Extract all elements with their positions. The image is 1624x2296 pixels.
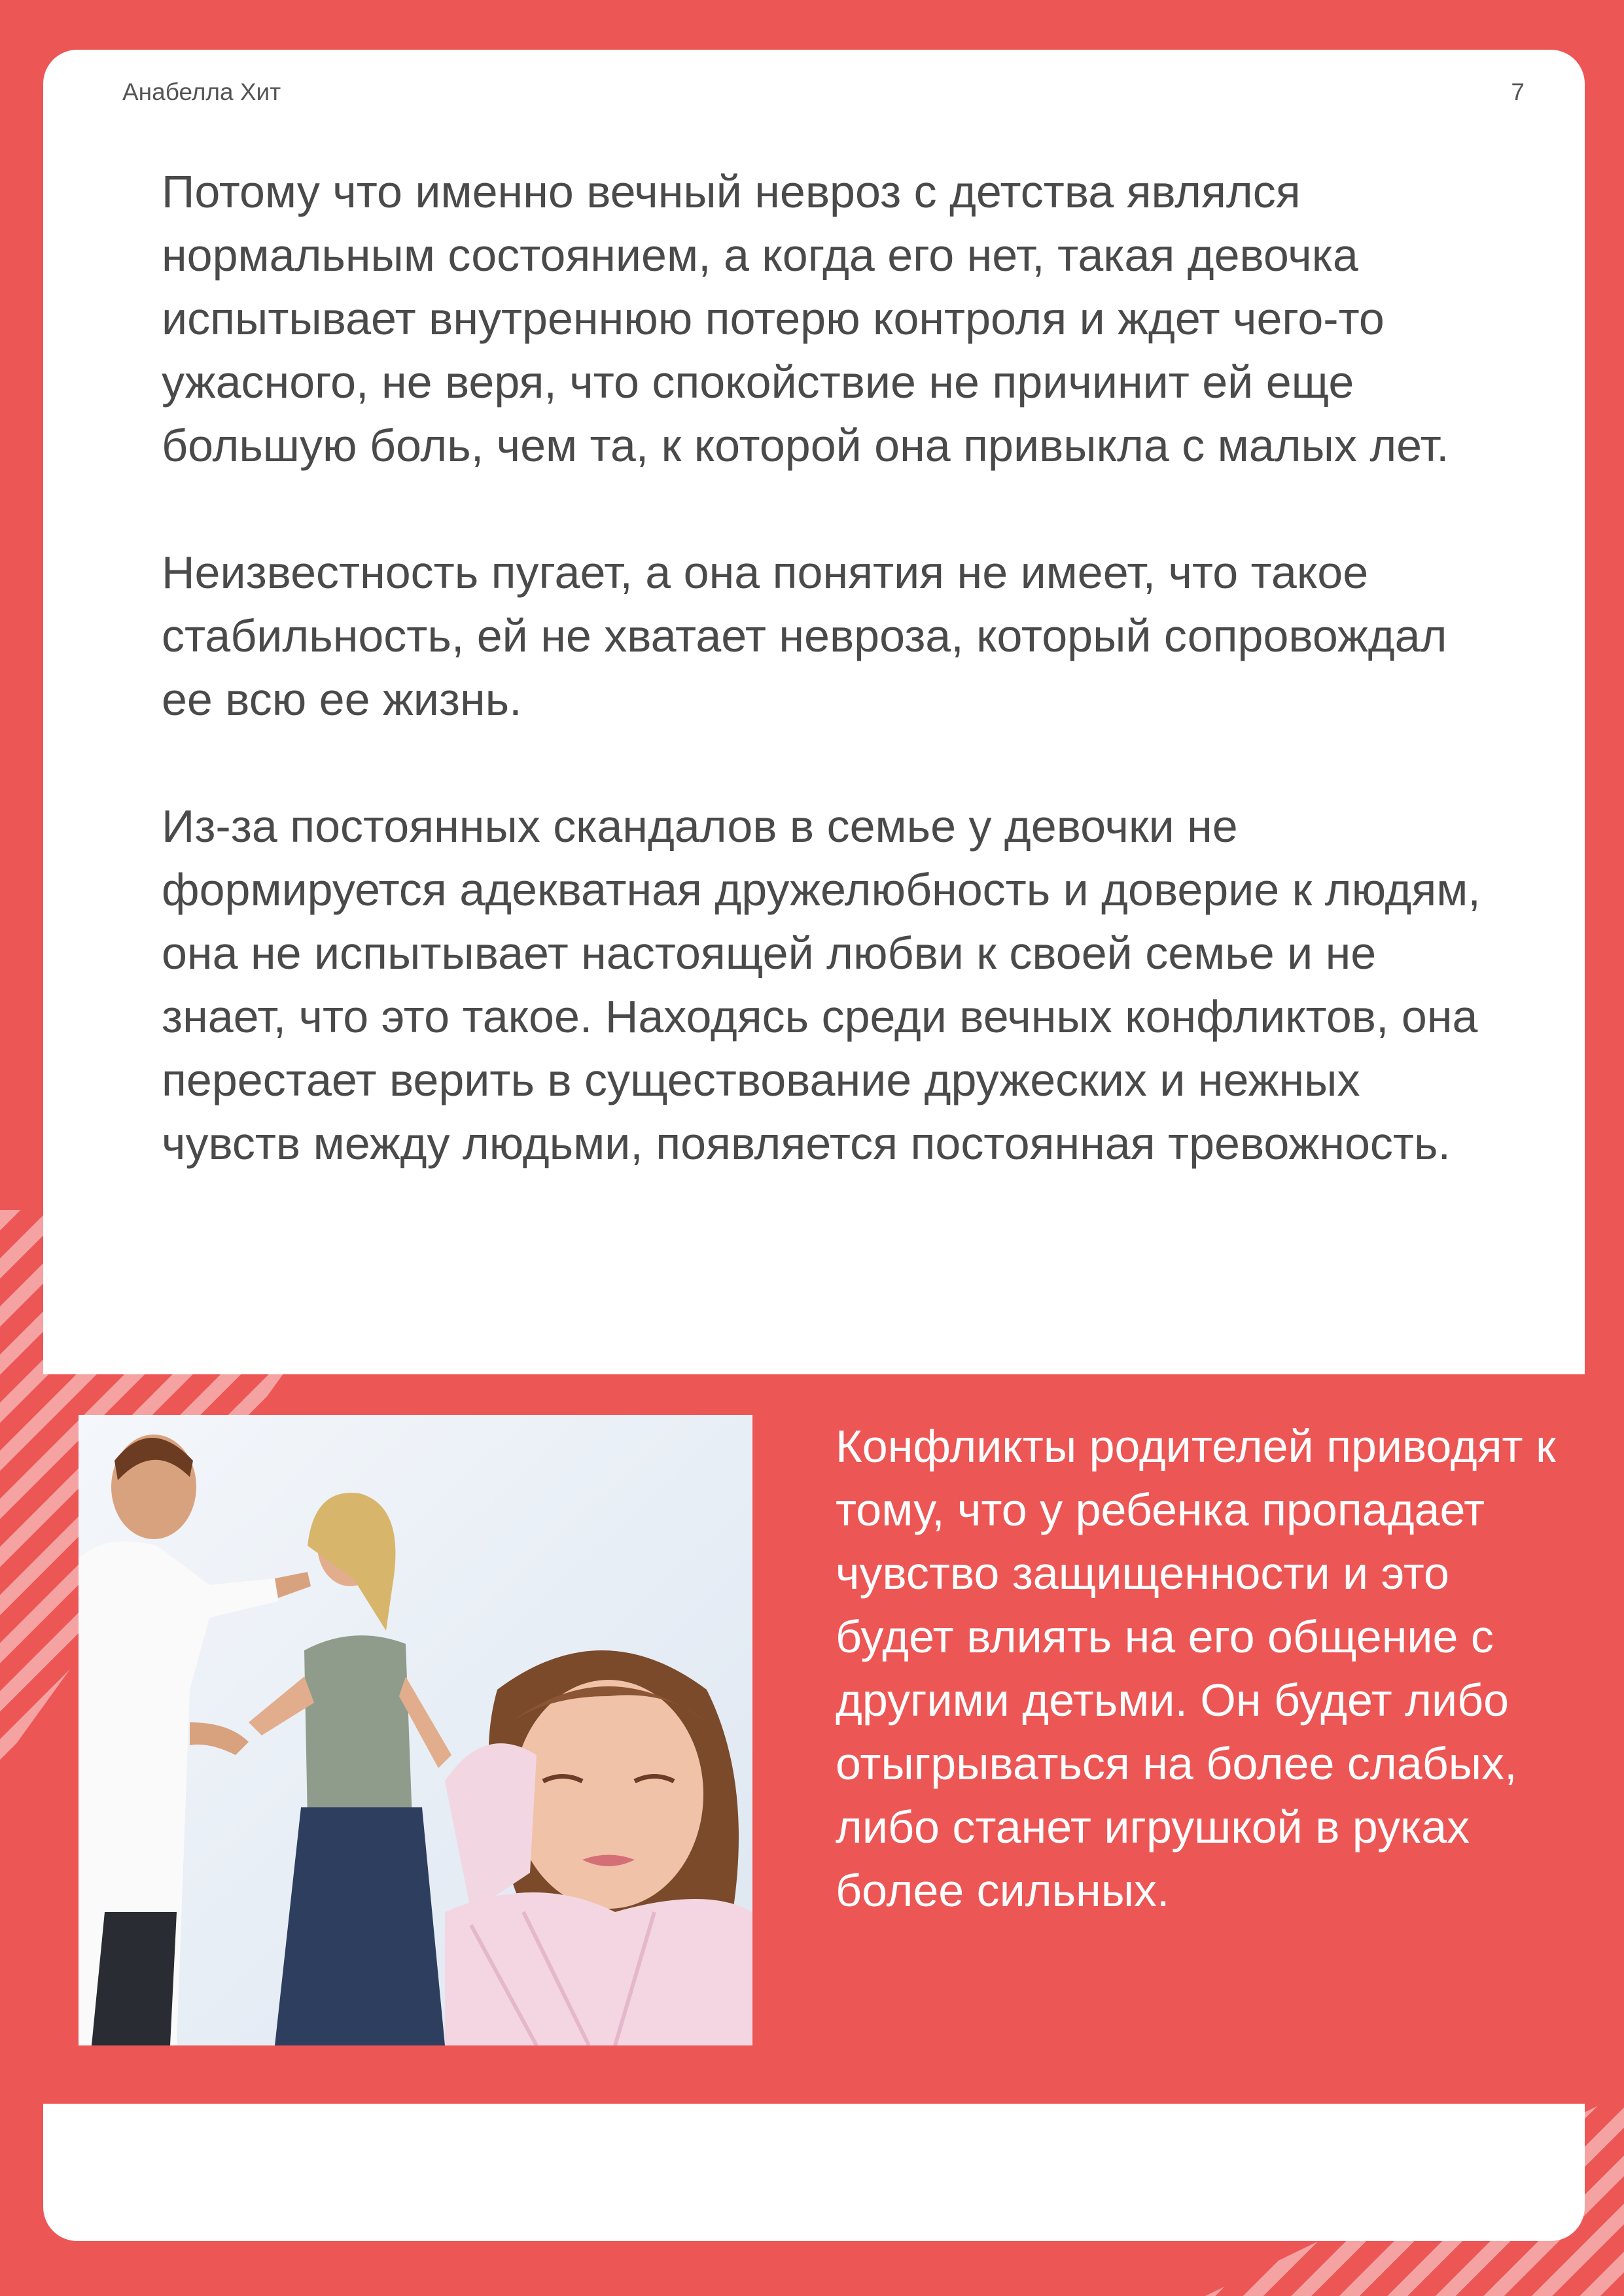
page-number: 7 (1511, 78, 1525, 105)
family-conflict-photo (79, 1415, 752, 2045)
paragraph-2: Неизвестность пугает, а она понятия не имеет, что такое стабильность, ей не хватает невроза, который сопровождал ее всю ее жизнь. (162, 547, 1447, 725)
photo-caption: Конфликты родителей приводят к тому, что у ребенка пропадает чувство защищенности и это будет влиять на его общение с другими детьми. Он будет либо отыгрываться на более слабых, либо станет игрушкой в руках более сильных. (836, 1421, 1556, 1916)
footer-card (43, 2104, 1585, 2241)
photo-illustration (79, 1415, 752, 2045)
paragraph-1: Потому что именно вечный невроз с детства являлся нормальным состоянием, а когда его нет, такая девочка испытывает внутреннюю потерю контроля и ждет чего-то ужасного, не веря, что спокойствие не причинит ей еще большую боль, чем та, к которой она привыкла с малых лет. (162, 166, 1449, 471)
body-text (162, 160, 1503, 1175)
paragraph-3: Из-за постоянных скандалов в семье у девочки не формируется адекватная дружелюбность и доверие к людям, она не испытывает настоящей любви к своей семье и не знает, что это такое. Находясь среди вечных конфликтов, она перестает верить в существование дружеских и нежных чувств между людьми, появляется постоянная тревожность. (162, 801, 1481, 1169)
running-header-author: Анабелла Хит (122, 78, 281, 105)
